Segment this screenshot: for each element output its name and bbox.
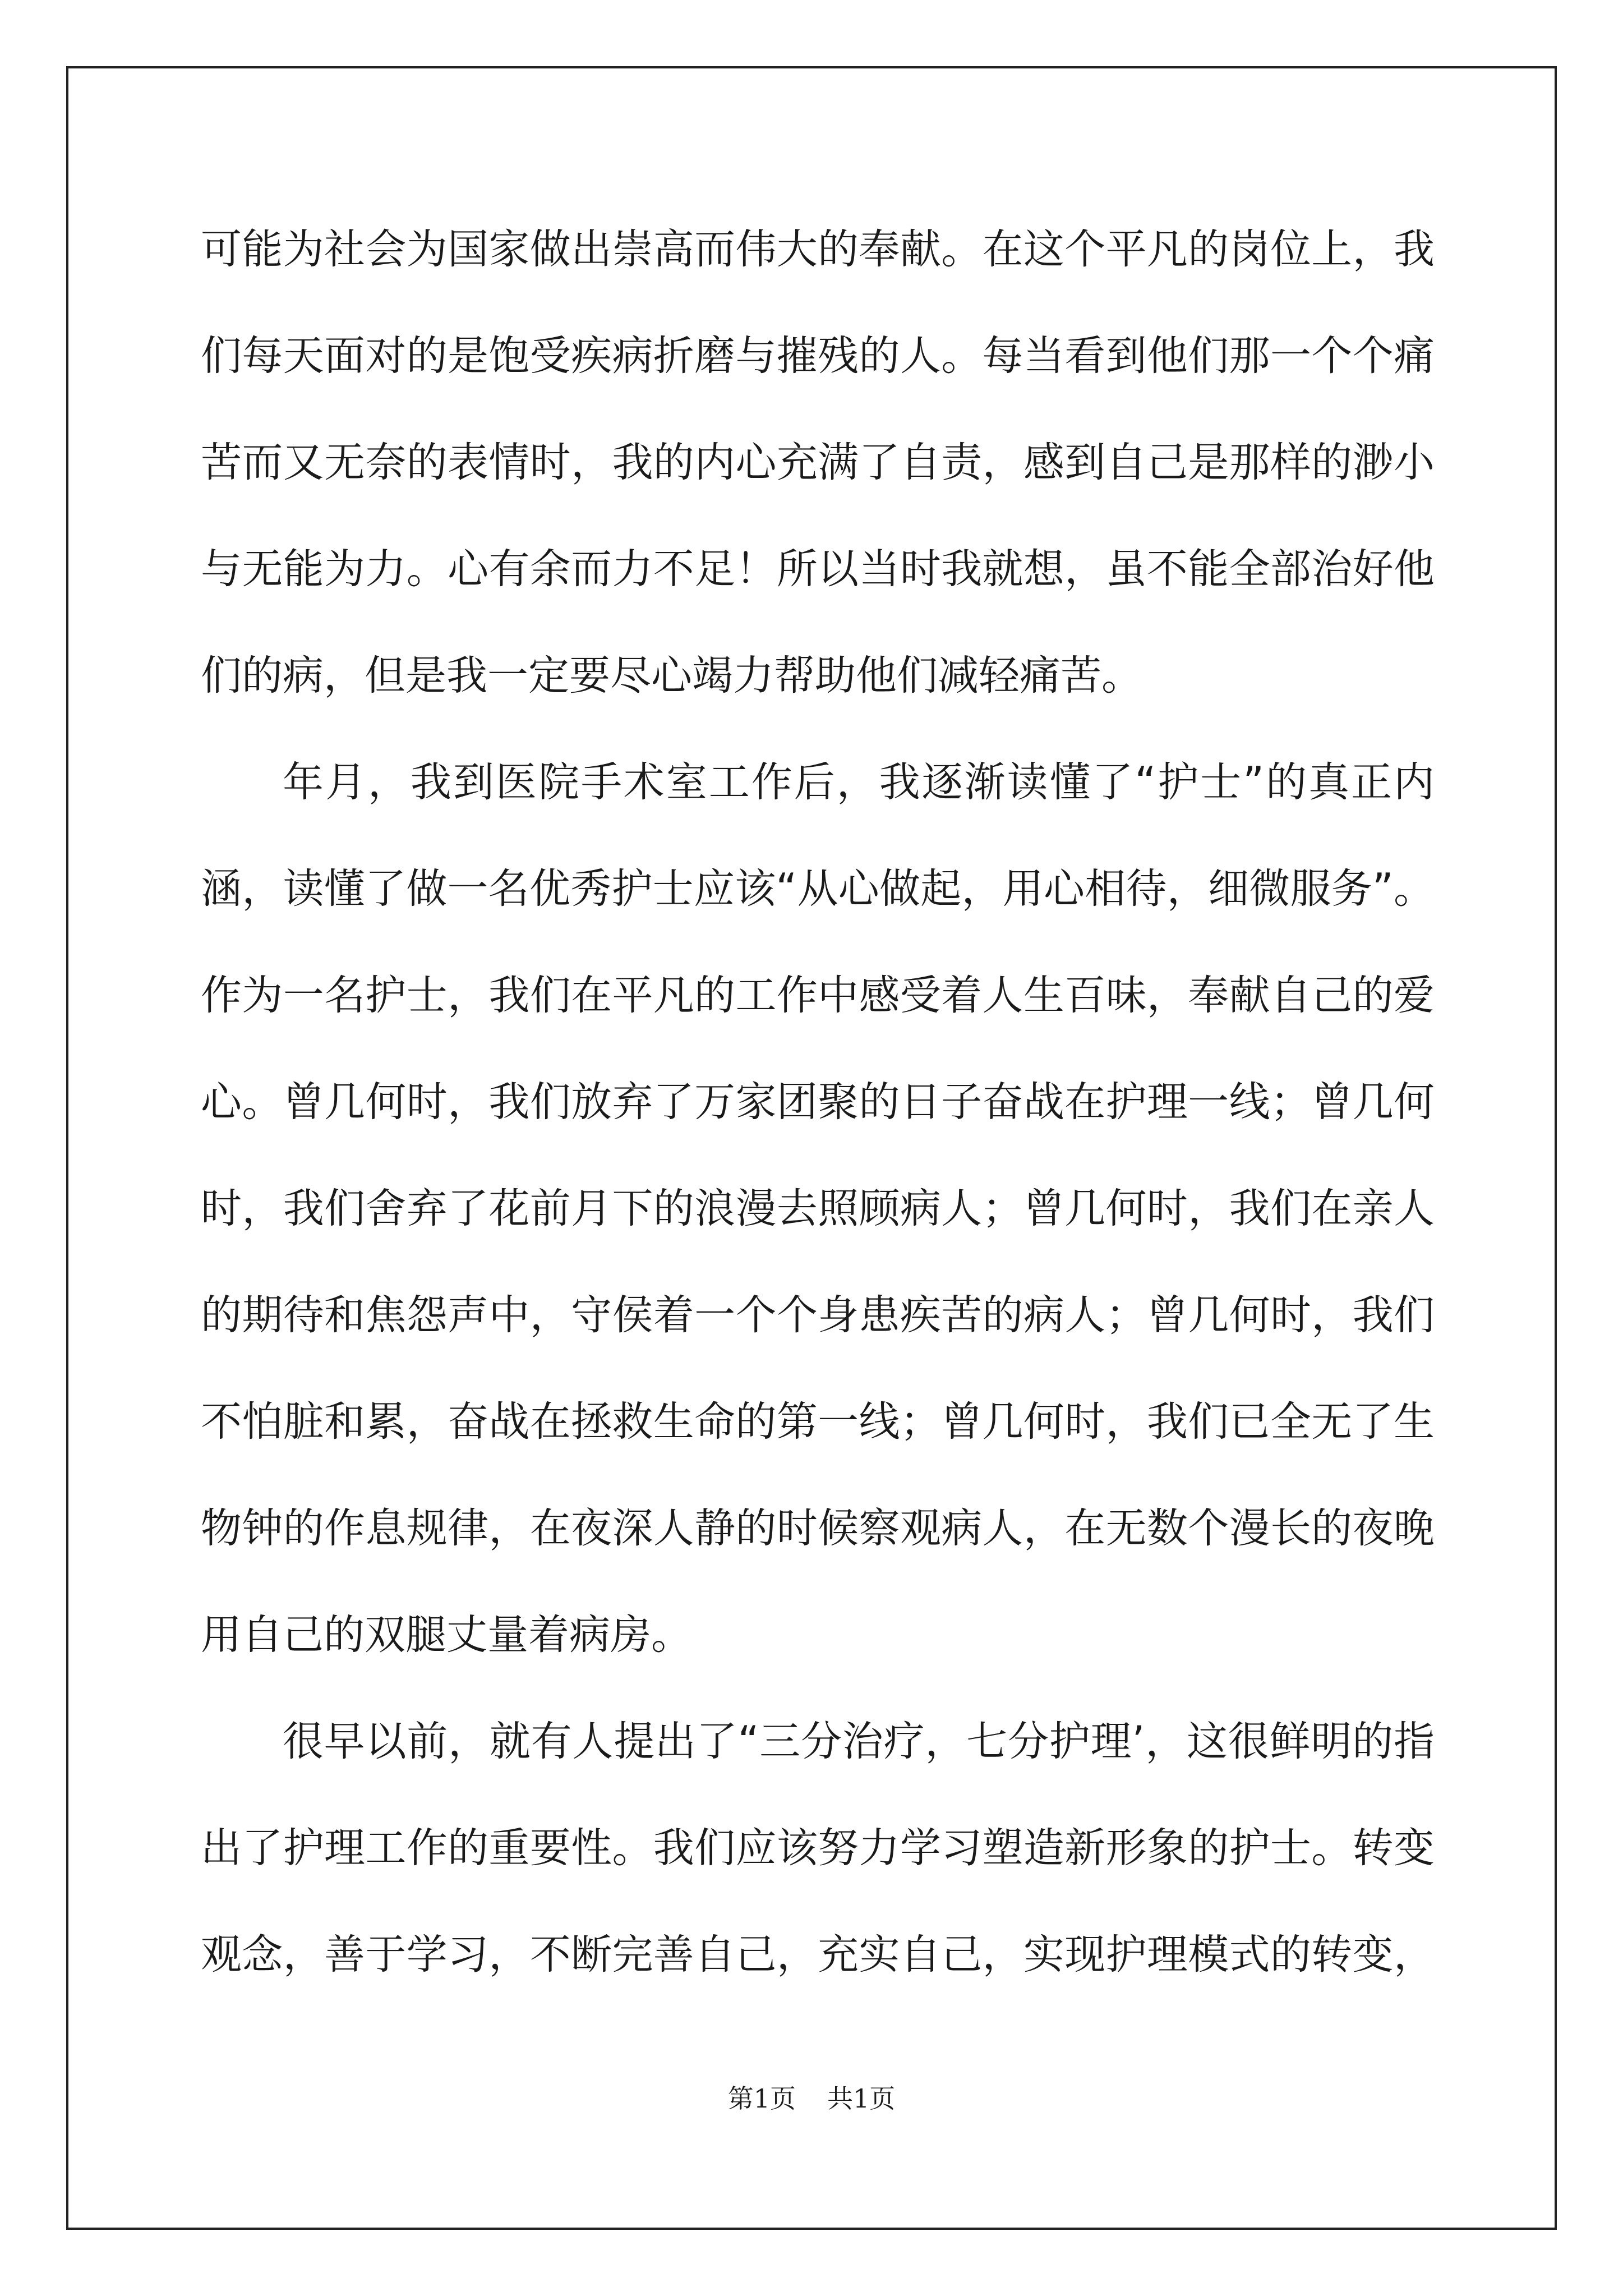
- text-line: 可能为社会为国家做出崇高而伟大的奉献。在这个平凡的岗位上，我: [201, 226, 1435, 273]
- text-line: 们每天面对的是饱受疾病折磨与摧残的人。每当看到他们那一个个痛: [201, 332, 1435, 380]
- paragraph-1: [201, 208, 1435, 740]
- text-line: 很早以前，就有人提出了“三分治疗，七分护理’，这很鲜明的指: [283, 1718, 1435, 1765]
- text-line: 年月，我到医院手术室工作后，我逐渐读懂了“护士”的真正内: [283, 758, 1435, 806]
- text-line: 物钟的作息规律，在夜深人静的时候察观病人，在无数个漫长的夜晚: [201, 1504, 1435, 1552]
- page-number: 第1页: [727, 2083, 796, 2114]
- text-line: 与无能为力。心有余而力不足！所以当时我就想，虽不能全部治好他: [201, 545, 1435, 593]
- text-line: 涵，读懂了做一名优秀护士应该“从心做起，用心相待，细微服务”。: [201, 865, 1435, 913]
- page-footer: [0, 2078, 1623, 2115]
- page-total: 共1页: [827, 2083, 896, 2114]
- text-line: 苦而又无奈的表情时，我的内心充满了自责，感到自己是那样的渺小: [201, 439, 1435, 486]
- text-line: 的期待和焦怨声中，守侯着一个个身患疾苦的病人；曾几何时，我们: [201, 1291, 1435, 1339]
- text-line: 不怕脏和累，奋战在拯救生命的第一线；曾几何时，我们已全无了生: [201, 1398, 1435, 1446]
- paragraph-2: [201, 740, 1435, 1700]
- text-line: 观念，善于学习，不断完善自己，充实自己，实现护理模式的转变，: [201, 1931, 1435, 1978]
- text-line: 作为一名护士，我们在平凡的工作中感受着人生百味，奉献自己的爱: [201, 972, 1435, 1019]
- text-line: 们的病，但是我一定要尽心竭力帮助他们减轻痛苦。: [201, 652, 1142, 700]
- text-line: 时，我们舍弃了花前月下的浪漫去照顾病人；曾几何时，我们在亲人: [201, 1185, 1435, 1232]
- text-line: 用自己的双腿丈量着病房。: [201, 1611, 692, 1659]
- document-body: [201, 208, 1435, 2019]
- paragraph-3: [201, 1700, 1435, 2019]
- text-line: 心。曾几何时，我们放弃了万家团聚的日子奋战在护理一线；曾几何: [201, 1078, 1435, 1126]
- text-line: 出了护理工作的重要性。我们应该努力学习塑造新形象的护士。转变: [201, 1824, 1435, 1872]
